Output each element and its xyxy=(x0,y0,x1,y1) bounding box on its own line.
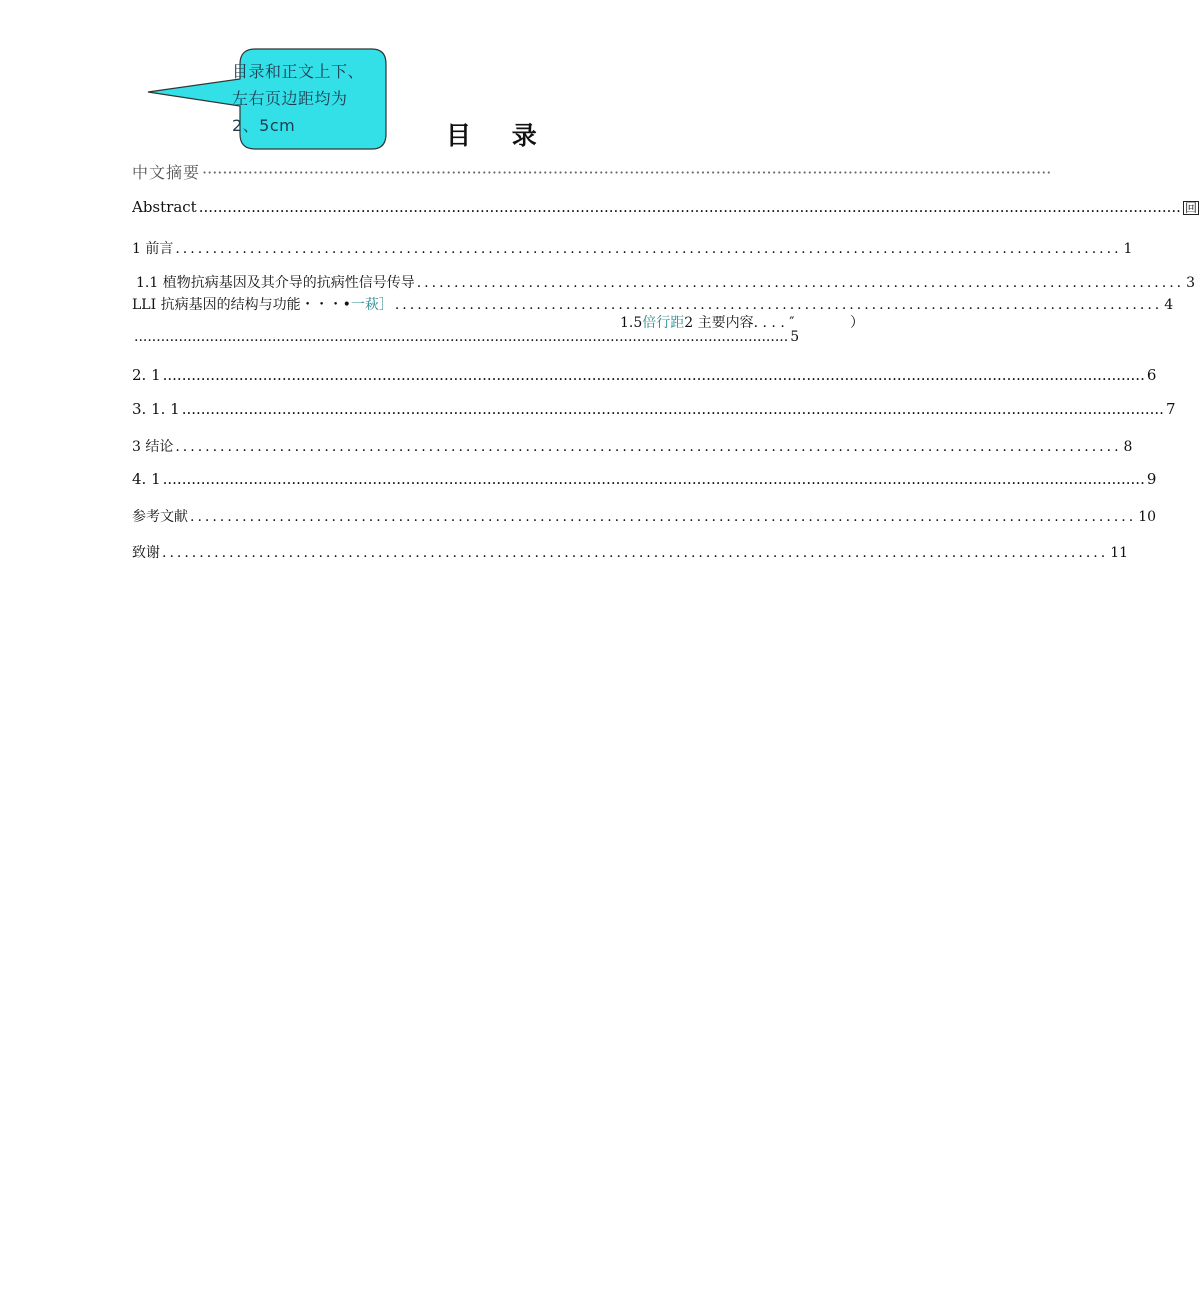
dot-leader: ................................................................................................................................................... xyxy=(134,329,789,345)
toc-page-number: 1 xyxy=(1123,241,1133,257)
toc-page-number: 11 xyxy=(1110,545,1129,561)
dot-leader: ....................................................................................................... xyxy=(394,297,1163,313)
page-title: 目 录 xyxy=(446,121,553,150)
stray-mark: ） xyxy=(850,315,864,331)
toc-entry-abstract[interactable] xyxy=(132,198,1197,216)
toc-entry-label: 3. 1. 1 xyxy=(132,400,180,418)
toc-entry-label-rest: 2 主要内容. . . . ″ xyxy=(684,315,795,331)
toc-entry-3-1-1[interactable] xyxy=(132,400,1176,418)
toc-page-number: 3 xyxy=(1186,275,1196,291)
dot-leader: .............................................................................................................................................................................................................. xyxy=(162,366,1145,384)
dot-leader: ............................................................................................................................... xyxy=(175,241,1122,257)
callout-line-3: 2、5cm xyxy=(232,116,296,135)
toc-entry-label: 3 结论 xyxy=(132,439,174,455)
dot-leader: ....................................................................................................... xyxy=(416,275,1185,291)
toc-entry-4-1[interactable] xyxy=(132,470,1157,488)
toc-entry-introduction[interactable] xyxy=(132,238,1133,258)
toc-page-number: 6 xyxy=(1146,366,1157,384)
toc-entry-label: LLI 抗病基因的结构与功能・・・• xyxy=(132,297,351,313)
toc-page-number: 10 xyxy=(1138,509,1157,525)
dot-leader: ······································································································································································· xyxy=(202,163,1052,182)
toc-page-number: 7 xyxy=(1165,400,1176,418)
toc-entry-label: 4. 1 xyxy=(132,470,161,488)
toc-page-number: 9 xyxy=(1146,470,1157,488)
toc-entry-label: 1.5 xyxy=(620,315,643,331)
toc-entry-label: 致谢 xyxy=(132,545,160,561)
toc-entry-2-1[interactable] xyxy=(132,366,1157,384)
toc-entry-label: 中文摘要 xyxy=(132,163,201,182)
toc-entry-annotation: 一萩］ xyxy=(350,297,393,313)
toc-entry-main-content-continued[interactable] xyxy=(132,329,800,345)
dot-leader: ............................................................................................................................... xyxy=(190,509,1137,525)
dot-leader: ............................................................................................................................... xyxy=(175,439,1122,455)
toc-entry-label: Abstract xyxy=(132,198,197,216)
toc-entry-lli[interactable] xyxy=(132,294,1174,314)
callout-line-1: 目录和正文上下、 xyxy=(232,62,365,81)
dot-leader: .............................................................................................................................................................................................................. xyxy=(162,470,1145,488)
toc-entry-annotation: 倍行距 xyxy=(642,315,685,331)
toc-entry-label: 1 前言 xyxy=(132,241,174,257)
dot-leader: .............................................................................................................................................................................................................. xyxy=(181,400,1164,418)
dot-leader: .............................................................................................................................................................................................................. xyxy=(198,198,1181,216)
dot-leader: ............................................................................................................................... xyxy=(162,545,1109,561)
toc-page-number: 4 xyxy=(1164,297,1174,313)
toc-entry-chinese-abstract[interactable] xyxy=(132,160,1052,183)
toc-entry-acknowledgements[interactable] xyxy=(132,542,1129,562)
toc-entry-1-1[interactable] xyxy=(136,272,1196,292)
toc-page-number: 5 xyxy=(790,329,800,345)
toc-page-number: 回 xyxy=(1184,201,1197,215)
toc-entry-conclusion[interactable] xyxy=(132,436,1133,456)
callout-line-2: 左右页边距均为 xyxy=(232,89,348,108)
toc-entry-label: 2. 1 xyxy=(132,366,161,384)
toc-entry-label: 1.1 植物抗病基因及其介导的抗病性信号传导 xyxy=(136,275,415,291)
toc-page-number: 8 xyxy=(1123,439,1133,455)
toc-entry-references[interactable] xyxy=(132,506,1157,526)
callout-text xyxy=(232,58,382,139)
toc-entry-label: 参考文献 xyxy=(132,509,188,525)
